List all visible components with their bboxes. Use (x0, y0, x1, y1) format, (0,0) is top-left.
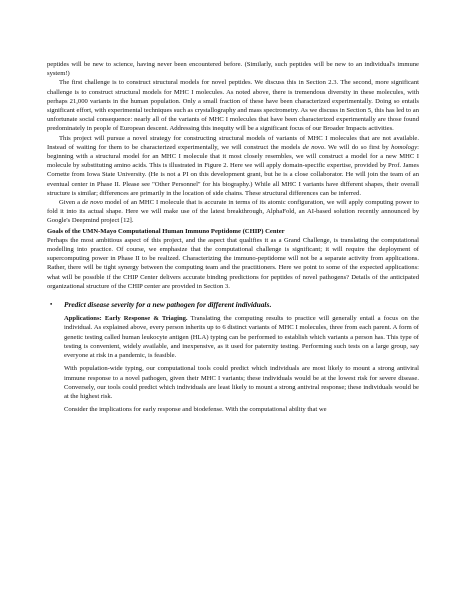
paper-page (47, 60, 419, 414)
de-novo-term-2: de novo (81, 199, 103, 207)
paragraph-applications (64, 314, 419, 360)
bullet-item (47, 300, 419, 309)
paragraph-challenges: The first challenge is to construct structural models for novel peptides. We discuss this in Section 2.3. The second, more significant challenge is to construct structural models for MHC I molecules. As noted above, there is tremendous diversity in these molecules, with perhaps 21,000 variants in the human population. Only a small fraction of these have been characterized experimentally. Doing so entails significant effort, with experimental techniques such as crystallography and mass spectrometry. As we discuss in Section 5, this has led to an unfortunate social consequence: nearly all of the variants of MHC I molecules that have been characterized experimentally are those found predominately in people of European descent. Addressing this inequity will be a significant focus of our Broader Impacts activities. (47, 79, 419, 133)
alphafold-text-1: Given a (59, 199, 80, 207)
applications-body: Translating the computing results to practice will generally entail a focus on the individual. As explained above, every person inherits up to 6 distinct variants of MHC I molecules, three from each parent. A form of genetic testing called human leukocyte antigen (HLA) typing can be performed to establish which variants a person has. This type of testing is convenient, widely available, and inexpensive, as it used for paternity testing. Performing such tests on a large group, say everyone at risk in a pandemic, is feasible. (64, 315, 420, 360)
strategy-text-3: : beginning with a structural model for an MHC I molecule that it most closely resembles, we will construct a model for a new MHC I molecule by substituting amino acids. This is illustrated in Figure 2. Here we will apply domain-specific expertise, provided by Prof. James Cornette from Iowa State University. (He is not a PI on this development grant, but he is a close collaborator. He will join the team of an eventual center in Phase II. Please see "Other Personnel" for his biography.) While all MHC I variants have different shapes, their overall structure is similar; differences are primarily in the location of side chains. These structural differences can be inferred. (47, 143, 419, 197)
bullet-title: Predict disease severity for a new pathogen for different individuals. (64, 300, 272, 310)
paragraph-alphafold (47, 198, 419, 226)
bullet-dot: • (50, 301, 53, 309)
alphafold-text-2: model of an MHC I molecule that is accurate in terms of its atomic configuration, we will apply computing power to fold it into its actual shape. Here we will make use of the latest breakthrough, AlphaFold, an AI-based solution recently announced by Google's Deepmind project [12]. (47, 199, 419, 225)
strategy-text-1: This project will pursue a novel strategy for constructing structural models of variants of MHC I molecules that are not available. Instead of waiting for them to be characterized experimentally, we will construct the models (47, 134, 419, 151)
homology-term: homology (391, 143, 418, 151)
de-novo-term: de novo (302, 143, 325, 151)
paragraph-goals: Perhaps the most ambitious aspect of this project, and the aspect that qualifies it as a Grand Challenge, is translating the computational modelling into practice. Of course, we emphasize that the computational challenge is significant; it will require the deployment of supercomputing power in Phase II to be realized. Characterizing the immuno-peptidome will not be a separate activity from applications. Rather, there will be tight synergy between the computing team and the practitioners. Here we point to some of the expected applications: what will be possible if the CHIP Center delivers accurate binding predictions for peptides of novel pathogens? Details of the anticipated organizational structure of the CHIP center are provided in Section 3. (47, 236, 419, 290)
paragraph-population-typing: With population-wide typing, our computational tools could predict which individuals are most likely to mount a strong antiviral immune response to a novel pathogen, given their MHC I variants; these individuals would be at the lowest risk for severe disease. Conversely, our tools could predict which individuals are least likely to mount a strong antiviral response; these individuals would be at the highest risk. (64, 365, 419, 400)
paragraph-biodefense: Consider the implications for early response and biodefense. With the computational ability that we (64, 406, 327, 414)
section-heading-goals: Goals of the UMN-Mayo Computational Human Immuno Peptidome (CHIP) Center (47, 227, 285, 235)
applications-label: Applications: Early Response & Triaging. (64, 315, 188, 323)
paragraph-intro-tail: peptides will be new to science, having never been encountered before. (Similarly, such peptides will be new to an individual's immune system!) (47, 61, 419, 78)
strategy-text-2: . We will do so first by (324, 143, 389, 151)
paragraph-strategy (47, 134, 419, 198)
